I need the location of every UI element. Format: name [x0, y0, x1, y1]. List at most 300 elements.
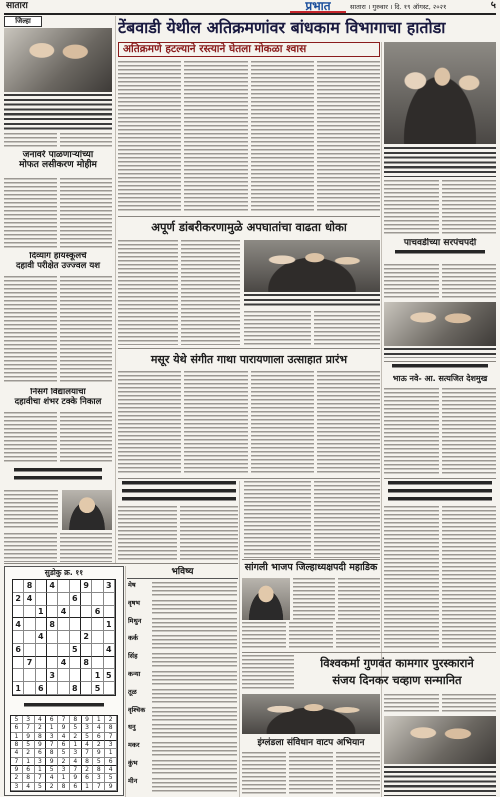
sudoku-solution-cell: 3: [23, 716, 35, 724]
column-rule: [115, 16, 116, 563]
sudoku-cell: [92, 580, 103, 593]
text-column: [289, 622, 333, 650]
text-column: [242, 752, 286, 796]
text-column: [251, 371, 314, 475]
sudoku-cell: [81, 606, 92, 619]
sudoku-cell: [58, 669, 69, 682]
sudoku-solution-cell: 9: [105, 783, 117, 791]
story-body: [293, 578, 380, 620]
section-rule: [118, 216, 380, 217]
sudoku-solution-cell: 9: [93, 749, 105, 757]
sudoku-cell: 5: [104, 669, 115, 682]
sudoku-solution-cell: 6: [11, 724, 23, 732]
text-column: [118, 506, 177, 560]
story-headline: सांगली भाजप जिल्हाध्यक्षपदी महाडिक: [244, 562, 378, 573]
sudoku-cell: [36, 644, 47, 657]
story-headline: [384, 364, 496, 386]
zodiac-sign-name: वृश्चिक: [128, 705, 146, 714]
sudoku-solution-cell: 6: [46, 716, 58, 724]
news-photo: [242, 694, 380, 734]
headline-line: दहावीचा शंभर टक्के निकाल: [14, 396, 102, 407]
sudoku-cell: 4: [13, 618, 24, 631]
sudoku-solution-cell: 6: [82, 774, 94, 782]
sudoku-solution-cell: 4: [105, 766, 117, 774]
sudoku-cell: [70, 631, 81, 644]
sudoku-cell: 6: [13, 644, 24, 657]
sudoku-solution-cell: 7: [58, 716, 70, 724]
headline-line-illegible: [395, 250, 485, 258]
sudoku-cell: [104, 631, 115, 644]
text-column: [180, 506, 239, 560]
sudoku-cell: [70, 669, 81, 682]
sudoku-solution-cell: 5: [35, 783, 47, 791]
text-column: [4, 178, 57, 248]
sudoku-cell: [92, 631, 103, 644]
news-photo: [384, 716, 496, 764]
story-body: [4, 412, 112, 464]
zodiac-sign-name: कर्क: [128, 634, 138, 643]
sudoku-solution-cell: 7: [35, 774, 47, 782]
column-rule: [125, 566, 126, 797]
text-column: [184, 61, 247, 213]
section-name: सातारा: [6, 1, 28, 11]
sudoku-cell: [92, 657, 103, 670]
sudoku-cell: [36, 657, 47, 670]
sudoku-cell: [13, 580, 24, 593]
sudoku-solution-cell: 1: [11, 733, 23, 741]
text-column: [384, 694, 439, 714]
sudoku-solution-cell: 6: [93, 733, 105, 741]
text-column: [118, 371, 181, 475]
sudoku-cell: [24, 682, 35, 695]
sudoku-cell: [58, 644, 69, 657]
sudoku-cell: [24, 669, 35, 682]
news-photo: [384, 302, 496, 346]
sudoku-solution-cell: 7: [23, 724, 35, 732]
story-headline-illegible: [14, 468, 102, 484]
sudoku-solution-cell: 8: [82, 758, 94, 766]
sudoku-solution-cell: 9: [58, 724, 70, 732]
story-body: [118, 506, 238, 560]
sudoku-solution-cell: 3: [46, 733, 58, 741]
sudoku-cell: [104, 657, 115, 670]
headline-line: जनावरे पाळणाऱ्यांच्या: [22, 150, 94, 160]
sudoku-solution-grid: [10, 715, 118, 792]
sudoku-grid: [12, 579, 116, 696]
sudoku-cell: 1: [92, 669, 103, 682]
sudoku-cell: [24, 644, 35, 657]
sudoku-cell: [58, 631, 69, 644]
sudoku-cell: [47, 644, 58, 657]
text-column: [60, 133, 113, 147]
story-body: [384, 388, 496, 476]
horoscope-text: [152, 742, 237, 757]
sudoku-solution-cell: 2: [23, 749, 35, 757]
text-column: [384, 180, 439, 234]
sudoku-solution-cell: 4: [11, 749, 23, 757]
sudoku-solution-cell: 1: [23, 758, 35, 766]
story-body: [384, 180, 496, 234]
text-column: [251, 61, 314, 213]
sudoku-solution-cell: 3: [11, 783, 23, 791]
sudoku-cell: [36, 580, 47, 593]
sudoku-cell: 4: [58, 606, 69, 619]
sudoku-solution-cell: 8: [70, 716, 82, 724]
text-column: [118, 61, 181, 213]
text-column: [4, 133, 57, 147]
story-body: [118, 371, 380, 475]
sudoku-cell: 6: [70, 593, 81, 606]
story-body: [4, 178, 112, 248]
sudoku-solution-cell: 8: [11, 741, 23, 749]
sudoku-solution-cell: 1: [70, 741, 82, 749]
sudoku-cell: 6: [92, 606, 103, 619]
story-headline: [4, 150, 112, 176]
story-body: [384, 506, 496, 650]
sudoku-solution-cell: 7: [82, 749, 94, 757]
sudoku-cell: [92, 644, 103, 657]
sudoku-solution-cell: 2: [35, 724, 47, 732]
sudoku-cell: 1: [13, 682, 24, 695]
sudoku-cell: [70, 618, 81, 631]
text-column: [4, 533, 57, 562]
sudoku-cell: [104, 682, 115, 695]
zodiac-sign-name: कन्या: [128, 669, 141, 678]
text-column: [60, 178, 113, 248]
sudoku-solution-cell: 9: [35, 741, 47, 749]
sudoku-cell: 9: [81, 580, 92, 593]
sudoku-solution-cell: 5: [23, 741, 35, 749]
sudoku-solution-cell: 9: [23, 733, 35, 741]
section-rule: [384, 478, 496, 479]
sudoku-solution-cell: 5: [105, 774, 117, 782]
story-headline: इंग्लंडला संविधान वाटप अभियान: [257, 738, 365, 748]
horoscope-entry: [128, 759, 237, 777]
story-body: [242, 622, 380, 650]
sudoku-cell: [47, 593, 58, 606]
horoscope-entry: [128, 652, 237, 670]
text-column: [4, 276, 57, 384]
sudoku-cell: 2: [81, 631, 92, 644]
story-body: [242, 655, 294, 691]
column-rule: [239, 481, 240, 797]
sudoku-cell: [36, 669, 47, 682]
sudoku-solution-cell: 5: [70, 724, 82, 732]
headline-line: संजय दिनकर चव्हाण सन्मानित: [332, 673, 462, 687]
section-rule: [242, 652, 496, 653]
horoscope-text: [152, 582, 237, 597]
sudoku-cell: 5: [92, 682, 103, 695]
horoscope-entry: [128, 634, 237, 652]
section-rule: [118, 348, 380, 349]
sudoku-solution-cell: 6: [105, 758, 117, 766]
sudoku-solution-cell: 2: [11, 774, 23, 782]
sudoku-cell: [58, 618, 69, 631]
main-subhead: अतिक्रमणे हटल्याने रस्त्याने घेतला मोकळा श्वास: [118, 42, 380, 57]
story-body: [4, 133, 112, 147]
sudoku-solution-cell: 4: [82, 741, 94, 749]
sudoku-cell: [24, 631, 35, 644]
sudoku-solution-cell: 9: [70, 774, 82, 782]
sudoku-solution-cell: 9: [11, 766, 23, 774]
sudoku-cell: 2: [13, 593, 24, 606]
sudoku-cell: [70, 657, 81, 670]
horoscope-text: [152, 653, 237, 668]
horoscope-entry: [128, 706, 237, 724]
sudoku-solution-cell: 3: [93, 774, 105, 782]
text-column: [442, 180, 497, 234]
story-body: [4, 533, 112, 562]
sudoku-solution-cell: 5: [11, 716, 23, 724]
horoscope-title: भविष्य: [127, 566, 238, 579]
text-column: [184, 371, 247, 475]
sudoku-solution-cell: 8: [35, 733, 47, 741]
sudoku-cell: 8: [47, 618, 58, 631]
headline-line: दहावी परीक्षेत उज्ज्वल यश: [15, 260, 101, 271]
sudoku-title: सुडोकु क्र. ११: [44, 568, 84, 577]
dateline: सातारा । गुरुवार । दि. १९ ऑगस्ट, २०२१: [350, 3, 447, 11]
sudoku-solution-cell: 7: [105, 733, 117, 741]
photo-caption: [384, 766, 496, 796]
zodiac-sign-name: मेष: [128, 581, 136, 589]
text-column: [181, 240, 241, 345]
sudoku-cell: [81, 669, 92, 682]
horoscope-entry: [128, 688, 237, 706]
sudoku-solution-cell: 2: [105, 716, 117, 724]
sudoku-cell: [81, 682, 92, 695]
sudoku-solution-cell: 1: [105, 749, 117, 757]
header-rule: [4, 13, 496, 15]
headline-line: दिव्यांग हायस्कूलचे: [29, 252, 87, 261]
sudoku-cell: 7: [24, 657, 35, 670]
sudoku-solution-cell: 3: [105, 741, 117, 749]
sudoku-cell: [13, 631, 24, 644]
zodiac-sign-name: मकर: [128, 741, 140, 750]
horoscope-text: [152, 671, 237, 686]
text-column: [60, 533, 113, 562]
sudoku-solution-cell: 4: [23, 783, 35, 791]
sudoku-solution-cell: 2: [58, 758, 70, 766]
horoscope-entry: [128, 581, 237, 599]
sudoku-cell: [47, 657, 58, 670]
horoscope-entry: [128, 777, 237, 795]
horoscope-text: [152, 707, 237, 722]
sudoku-cell: 3: [104, 580, 115, 593]
story-headline-illegible: [388, 481, 492, 503]
sudoku-solution-cell: 9: [46, 758, 58, 766]
story-headline: [4, 252, 112, 274]
sudoku-solution-cell: 5: [82, 733, 94, 741]
sudoku-cell: [92, 618, 103, 631]
story-body: [118, 240, 240, 345]
text-column: [289, 752, 333, 796]
text-column: [442, 694, 497, 714]
sudoku-solution-cell: 1: [58, 774, 70, 782]
sudoku-solution-cell: 2: [46, 783, 58, 791]
zodiac-sign-name: धनु: [128, 723, 136, 732]
sudoku-solution-cell: 4: [58, 733, 70, 741]
sudoku-solution-cell: 1: [46, 724, 58, 732]
sudoku-cell: 5: [70, 644, 81, 657]
sudoku-cell: 4: [36, 631, 47, 644]
sudoku-answer-title-illegible: [24, 703, 104, 711]
sudoku-cell: [36, 593, 47, 606]
photo-caption: [384, 348, 496, 358]
zodiac-sign-name: मिथुन: [128, 616, 142, 625]
story-body: [242, 752, 380, 796]
sudoku-solution-cell: 3: [58, 766, 70, 774]
zodiac-sign-name: मीन: [128, 776, 138, 785]
story-body: [384, 264, 496, 300]
sudoku-cell: 1: [104, 618, 115, 631]
sudoku-solution-cell: 6: [35, 749, 47, 757]
text-column: [442, 388, 497, 476]
story-body: [244, 481, 380, 558]
section-rule: [242, 559, 380, 560]
sudoku-solution-cell: 8: [58, 783, 70, 791]
text-column: [242, 622, 286, 650]
news-photo: [4, 28, 112, 92]
photo-caption: [384, 147, 496, 177]
sudoku-solution-cell: 8: [46, 749, 58, 757]
zodiac-sign-name: सिंह: [128, 652, 138, 661]
sudoku-solution-cell: 9: [82, 716, 94, 724]
masthead-logo: प्रभात: [290, 0, 346, 13]
sudoku-solution-cell: 1: [82, 783, 94, 791]
story-body: [4, 276, 112, 384]
horoscope-text: [152, 689, 237, 704]
story-headline: [4, 388, 112, 410]
photo-caption: [244, 294, 380, 308]
sudoku-cell: [58, 682, 69, 695]
news-photo: [384, 42, 496, 144]
sudoku-solution-cell: 6: [58, 741, 70, 749]
zodiac-sign-name: वृषभ: [128, 598, 140, 607]
page-number: ५: [490, 0, 496, 11]
zodiac-sign-name: कुंभ: [128, 758, 138, 767]
sudoku-solution-cell: 6: [70, 783, 82, 791]
sudoku-cell: [58, 593, 69, 606]
story-headline: [298, 655, 496, 691]
headline-line: मोफत लसीकरण मोहीम: [19, 160, 97, 171]
sudoku-solution-cell: 3: [35, 758, 47, 766]
sudoku-solution-cell: 5: [93, 758, 105, 766]
sudoku-cell: 6: [36, 682, 47, 695]
sudoku-cell: [47, 631, 58, 644]
text-column: [442, 264, 497, 300]
text-column: [244, 311, 311, 345]
text-column: [336, 752, 380, 796]
sudoku-cell: [47, 682, 58, 695]
sudoku-cell: [81, 618, 92, 631]
portrait-photo: [242, 578, 290, 620]
sudoku-cell: [81, 644, 92, 657]
headline-line: पाचवडीच्या सरपंचपदी: [403, 238, 477, 248]
horoscope-text: [152, 635, 237, 650]
story-body: [118, 61, 380, 213]
sudoku-cell: [24, 618, 35, 631]
sudoku-solution-cell: 4: [93, 724, 105, 732]
sudoku-cell: 4: [58, 657, 69, 670]
sudoku-cell: 8: [81, 657, 92, 670]
sudoku-cell: [92, 593, 103, 606]
sudoku-cell: [47, 606, 58, 619]
zodiac-sign-name: तूळ: [128, 687, 137, 696]
sudoku-solution-cell: 4: [70, 758, 82, 766]
text-column: [384, 506, 439, 650]
sudoku-cell: [70, 606, 81, 619]
sudoku-cell: [104, 593, 115, 606]
sudoku-solution-cell: 7: [11, 758, 23, 766]
text-column: [384, 388, 439, 476]
text-column: [60, 412, 113, 464]
text-column: [384, 264, 439, 300]
sudoku-cell: [58, 580, 69, 593]
sudoku-cell: [13, 606, 24, 619]
sudoku-cell: [70, 580, 81, 593]
horoscope-entry: [128, 670, 237, 688]
story-body: [384, 694, 496, 714]
text-column: [4, 412, 57, 464]
text-column: [314, 481, 381, 558]
text-column: [314, 311, 381, 345]
horoscope-list: [128, 581, 237, 796]
portrait-photo: [62, 490, 112, 530]
sudoku-solution-cell: 5: [46, 766, 58, 774]
section-rule: [4, 563, 238, 564]
photo-caption: [4, 94, 112, 130]
text-column: [118, 240, 178, 345]
sudoku-cell: 8: [70, 682, 81, 695]
sudoku-cell: [24, 606, 35, 619]
sudoku-cell: 1: [36, 606, 47, 619]
story-headline-illegible: [122, 481, 236, 503]
sudoku-cell: [13, 669, 24, 682]
sudoku-cell: 8: [24, 580, 35, 593]
horoscope-text: [152, 778, 237, 793]
sudoku-solution-cell: 3: [82, 724, 94, 732]
horoscope-entry: [128, 723, 237, 741]
sudoku-cell: 4: [47, 580, 58, 593]
sudoku-solution-cell: 7: [46, 741, 58, 749]
section-rule: [384, 361, 496, 362]
headline-line: निसर्ग विद्यालयाचा: [30, 388, 86, 397]
main-headline: टेंबवाडी येथील अतिक्रमणांवर बांधकाम विभागाचा हातोडा: [118, 18, 446, 37]
sudoku-solution-cell: 1: [93, 716, 105, 724]
sudoku-solution-cell: 5: [58, 749, 70, 757]
text-column: [60, 276, 113, 384]
horoscope-text: [152, 724, 237, 739]
horoscope-entry: [128, 617, 237, 635]
sudoku-solution-cell: 8: [23, 774, 35, 782]
sudoku-cell: [13, 657, 24, 670]
sudoku-solution-cell: 4: [35, 716, 47, 724]
sudoku-cell: [36, 618, 47, 631]
sudoku-cell: 4: [24, 593, 35, 606]
headline-line-illegible: [392, 364, 488, 372]
text-column: [338, 578, 380, 620]
sudoku-solution-cell: 7: [70, 766, 82, 774]
sudoku-cell: 3: [47, 669, 58, 682]
horoscope-entry: [128, 741, 237, 759]
sudoku-solution-cell: 2: [82, 766, 94, 774]
sudoku-solution-cell: 4: [46, 774, 58, 782]
sudoku-solution-cell: 6: [23, 766, 35, 774]
text-column: [293, 578, 335, 620]
sudoku-solution-cell: 1: [35, 766, 47, 774]
text-column: [317, 61, 380, 213]
sudoku-cell: [104, 606, 115, 619]
